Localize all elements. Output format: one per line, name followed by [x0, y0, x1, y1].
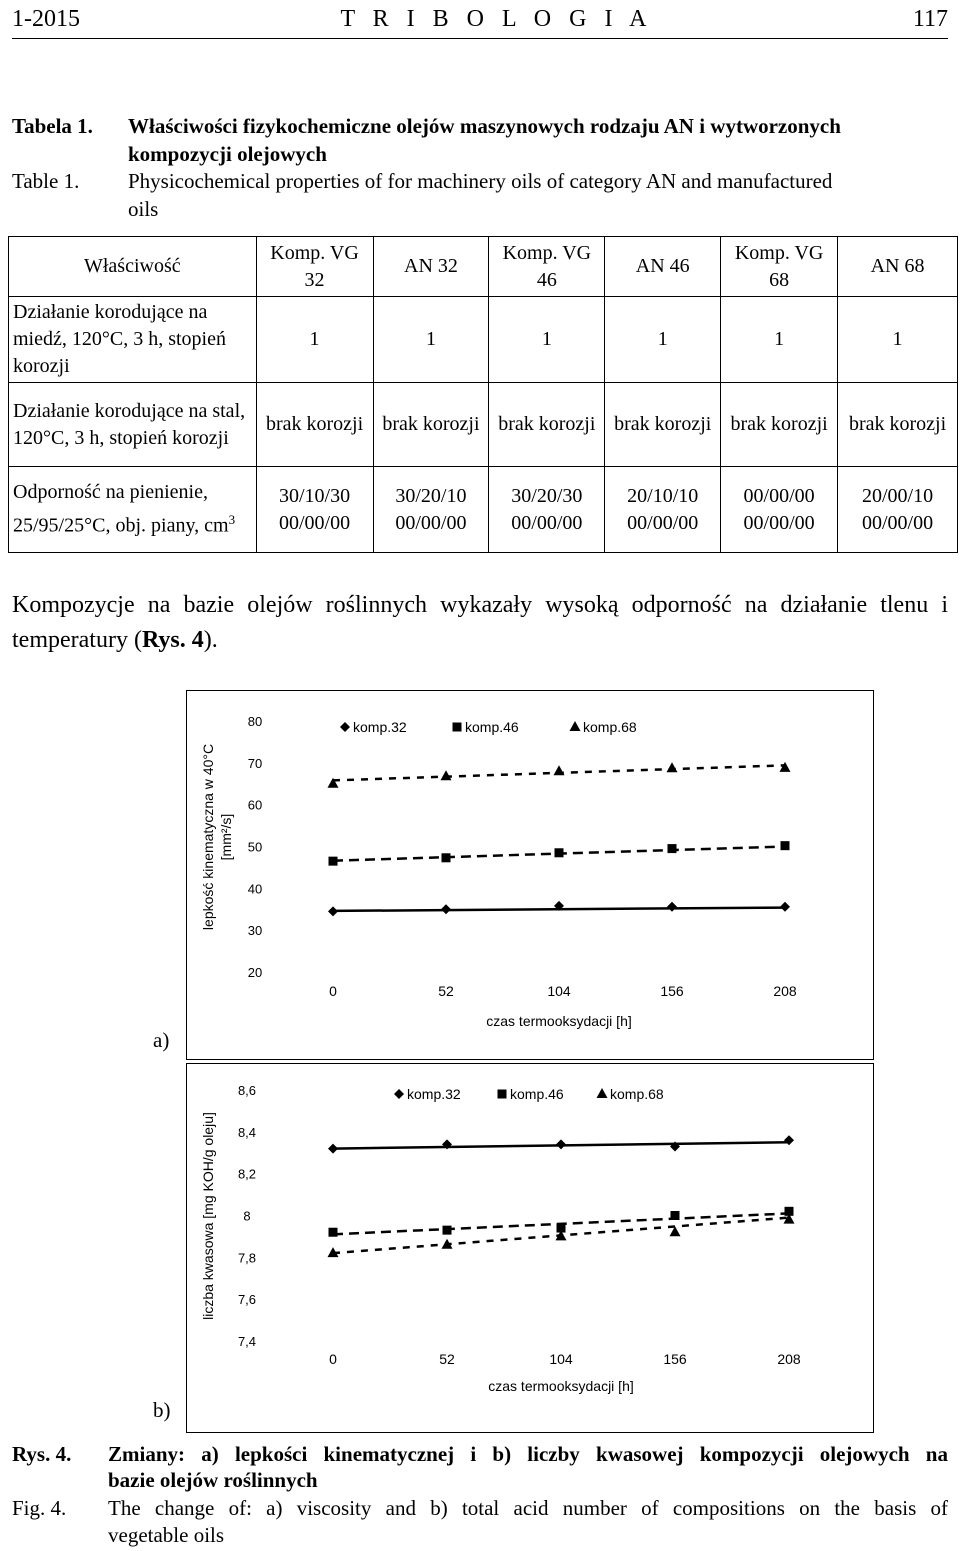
data-point-komp-32: [780, 902, 790, 912]
y-tick-label: 70: [247, 755, 263, 771]
value-cell: 20/10/10 00/00/00: [605, 467, 721, 553]
value-cell: 30/10/30 00/00/00: [256, 467, 373, 553]
paragraph-end: ).: [203, 627, 218, 653]
superscript: 3: [228, 512, 236, 528]
running-header: [12, 2, 948, 36]
value-cell: 1: [373, 297, 489, 383]
acid-number-chart: [187, 1064, 873, 1432]
y-tick-label: 8: [243, 1208, 251, 1224]
value-cell: brak korozji: [838, 383, 958, 467]
y-axis-title: lepkość kinematyczna w 40°C: [200, 743, 216, 931]
page-number: 117: [912, 5, 948, 32]
data-point-komp-68: [441, 770, 452, 780]
paragraph-text: Kompozycje na bazie olejów roślinnych wykazały wysoką odporność na działanie tlenu i temperatury (: [12, 592, 948, 653]
legend-marker-komp-46: [453, 723, 462, 732]
row-property-cell: Odporność na pienienie, 25/95/25°C, obj. piany, $cm^3$: [9, 467, 257, 553]
header-cell-an68: AN 68: [838, 237, 958, 297]
header-cell-an46: AN 46: [605, 237, 721, 297]
journal-issue: 1-2015: [12, 5, 80, 32]
value-cell: 1: [838, 297, 958, 383]
legend-marker-komp-46: [498, 1090, 507, 1099]
table-caption-en-line2: oils: [128, 197, 159, 221]
figure-caption-pl-line1: Zmiany: a) lepkości kinematycznej i b) liczby kwasowej kompozycji olejowych na: [108, 1442, 948, 1466]
table-row-steel: [9, 383, 958, 467]
data-point-komp-32: [328, 1144, 338, 1154]
data-point-komp-32: [784, 1135, 794, 1145]
x-tick-label: 52: [439, 1351, 455, 1367]
chart-a-panel-label: a): [153, 1028, 170, 1052]
row-property-cell: Działanie korodujące na miedź, 120°C, 3 h, stopień korozji: [9, 297, 257, 383]
value-cell: 1: [489, 297, 605, 383]
data-point-komp-68: [667, 762, 678, 772]
y-tick-label: 7,4: [237, 1334, 257, 1349]
figure-caption-en-label: Fig. 4.: [12, 1496, 67, 1520]
value-cell: brak korozji: [373, 383, 489, 467]
x-tick-label: 0: [329, 983, 337, 999]
data-point-komp-46: [671, 1211, 680, 1220]
value-cell: 20/00/10 00/00/00: [838, 467, 958, 553]
value-cell: 00/00/00 00/00/00: [721, 467, 838, 553]
x-axis-title: czas termooksydacji [h]: [486, 1013, 632, 1029]
legend-marker-komp-68: [597, 1088, 608, 1098]
y-tick-label: 7,8: [237, 1250, 257, 1266]
table-caption-en-line1: Physicochemical properties of for machinery oils of category AN and manufactured: [128, 169, 833, 193]
data-point-komp-32: [556, 1139, 566, 1149]
header-cell-komp-vg68: Komp. VG 68: [721, 237, 838, 297]
y-tick-label: 8,4: [237, 1124, 257, 1140]
y-tick-label: 7,6: [237, 1292, 257, 1308]
figure-caption-en-line1: The change of: a) viscosity and b) total acid number of compositions on the basis of: [108, 1496, 948, 1520]
header-cell-komp-vg32: Komp. VG 32: [256, 237, 373, 297]
header-rule: [12, 38, 948, 39]
x-tick-label: 0: [329, 1351, 337, 1367]
legend-label: komp.32: [353, 719, 407, 735]
value-cell: 1: [605, 297, 721, 383]
table-caption-pl-line1: Właściwości fizykochemiczne olejów maszynowych rodzaju AN i wytworzonych: [128, 114, 841, 138]
data-point-komp-32: [441, 904, 451, 914]
legend-label: komp.68: [610, 1086, 664, 1102]
data-point-komp-46: [442, 853, 451, 862]
body-paragraph: [12, 588, 948, 658]
y-tick-label: 20: [247, 965, 263, 980]
figure-caption-pl-label: Rys. 4.: [12, 1442, 72, 1466]
x-tick-label: 104: [549, 1351, 573, 1367]
data-point-komp-46: [329, 1228, 338, 1237]
x-tick-label: 104: [547, 983, 571, 999]
data-point-komp-46: [781, 841, 790, 850]
data-point-komp-32: [667, 902, 677, 912]
value-cell: 30/20/30 00/00/00: [489, 467, 605, 553]
figure-caption-pl-line2: bazie olejów roślinnych: [108, 1468, 318, 1492]
y-tick-label: 60: [247, 797, 263, 813]
legend-marker-komp-32: [340, 722, 350, 732]
chart-b-frame: [186, 1063, 874, 1433]
legend-label: komp.68: [583, 719, 637, 735]
x-tick-label: 208: [777, 1351, 801, 1367]
value-cell: brak korozji: [605, 383, 721, 467]
chart-b-panel-label: b): [153, 1398, 171, 1422]
legend-label: komp.46: [465, 719, 519, 735]
data-point-komp-68: [780, 762, 791, 772]
table-caption-en-label: Table 1.: [12, 169, 80, 193]
figure-caption-en-line2: vegetable oils: [108, 1523, 225, 1547]
legend-label: komp.32: [407, 1086, 461, 1102]
x-tick-label: 156: [663, 1351, 687, 1367]
figure-reference: Rys. 4: [141, 627, 204, 653]
x-axis-title: czas termooksydacji [h]: [488, 1378, 634, 1394]
value-cell: 30/20/10 00/00/00: [373, 467, 489, 553]
properties-table: [8, 236, 958, 553]
value-cell: 1: [256, 297, 373, 383]
y-tick-label: 50: [247, 839, 263, 855]
x-tick-label: 156: [660, 983, 684, 999]
header-cell-an32: AN 32: [373, 237, 489, 297]
value-cell: brak korozji: [721, 383, 838, 467]
y-axis-unit: [mm²/s]: [218, 813, 234, 861]
legend-label: komp.46: [510, 1086, 564, 1102]
value-cell: brak korozji: [489, 383, 605, 467]
table-caption-pl-label: Tabela 1.: [12, 114, 93, 138]
header-cell-property: Właściwość: [9, 237, 257, 297]
data-point-komp-46: [668, 844, 677, 853]
y-tick-label: 80: [247, 714, 263, 729]
header-cell-komp-vg46: Komp. VG 46: [489, 237, 605, 297]
data-point-komp-46: [555, 848, 564, 857]
data-point-komp-68: [554, 765, 565, 775]
x-tick-label: 52: [438, 983, 454, 999]
value-cell: brak korozji: [256, 383, 373, 467]
data-point-komp-32: [328, 906, 338, 916]
chart-a-frame: [186, 690, 874, 1060]
legend-marker-komp-32: [394, 1089, 404, 1099]
table-row-foaming: [9, 467, 958, 553]
table-caption-pl-line2: kompozycji olejowych: [128, 142, 327, 166]
data-point-komp-46: [443, 1226, 452, 1235]
y-tick-label: 30: [247, 923, 263, 939]
journal-title: T R I B O L O G I A: [340, 5, 653, 32]
row-property-cell: Działanie korodujące na stal, 120°C, 3 h, stopień korozji: [9, 383, 257, 467]
table-header-row: [9, 237, 958, 297]
y-axis-title: liczba kwasowa [mg KOH/g oleju]: [200, 1112, 216, 1320]
x-tick-label: 208: [773, 983, 797, 999]
y-tick-label: 8,6: [237, 1083, 257, 1098]
value-cell: 1: [721, 297, 838, 383]
y-tick-label: 40: [247, 881, 263, 897]
table-row-copper: [9, 297, 958, 383]
y-tick-label: 8,2: [237, 1166, 257, 1182]
legend-marker-komp-68: [570, 721, 581, 731]
data-point-komp-46: [329, 857, 338, 866]
viscosity-chart: [187, 691, 873, 1059]
